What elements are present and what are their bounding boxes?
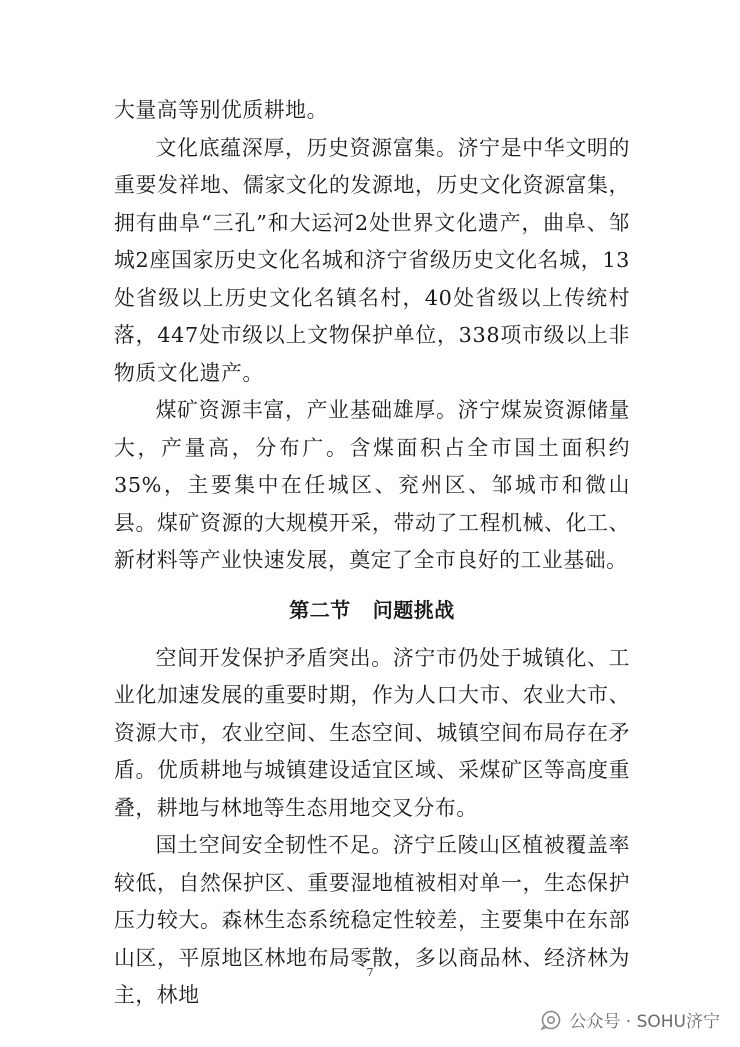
section-number: 第二节 (289, 597, 351, 622)
section-heading (114, 590, 630, 630)
watermark-text: 公众号 · SOHU济宁 (569, 1012, 720, 1032)
paragraph: 大量高等别优质耕地。 (114, 98, 328, 122)
watermark (539, 1007, 720, 1032)
paragraph-resilience: 国土空间安全韧性不足。济宁丘陵山区植被覆盖率较低，自然保护区、重要湿地植被相对单一，生态保护压力较大。森林生态系统稳定性较差，主要集中在东部山区，平原地区林地布局零散，多以商品林、经济林为主，林地 (114, 833, 630, 1007)
wechat-official-account-icon (539, 1010, 563, 1030)
paragraph-coal: 煤矿资源丰富，产业基础雄厚。济宁煤炭资源储量大，产量高，分布广。含煤面积占全市国土面积约35%，主要集中在任城区、兖州区、邹城市和微山县。煤矿资源的大规模开采，带动了工程机械、化工、新材料等产业快速发展，奠定了全市良好的工业基础。 (114, 398, 630, 572)
document-body (114, 92, 630, 1015)
paragraph-space-conflict: 空间开发保护矛盾突出。济宁市仍处于城镇化、工业化加速发展的重要时期，作为人口大市、农业大市、资源大市，农业空间、生态空间、城镇空间布局存在矛盾。优质耕地与城镇建设适宜区域、采煤矿区等高度重叠，耕地与林地等生态用地交叉分布。 (114, 645, 630, 820)
section-title: 问题挑战 (372, 597, 455, 622)
paragraph-culture: 文化底蕴深厚，历史资源富集。济宁是中华文明的重要发祥地、儒家文化的发源地，历史文化资源富集，拥有曲阜“三孔”和大运河2处世界文化遗产，曲阜、邹城2座国家历史文化名城和济宁省级历史文化名城，13处省级以上历史文化名镇名村，40处省级以上传统村落，447处市级以上文物保护单位，338项市级以上非物质文化遗产。 (114, 135, 630, 385)
page-number: 7 (366, 966, 374, 979)
